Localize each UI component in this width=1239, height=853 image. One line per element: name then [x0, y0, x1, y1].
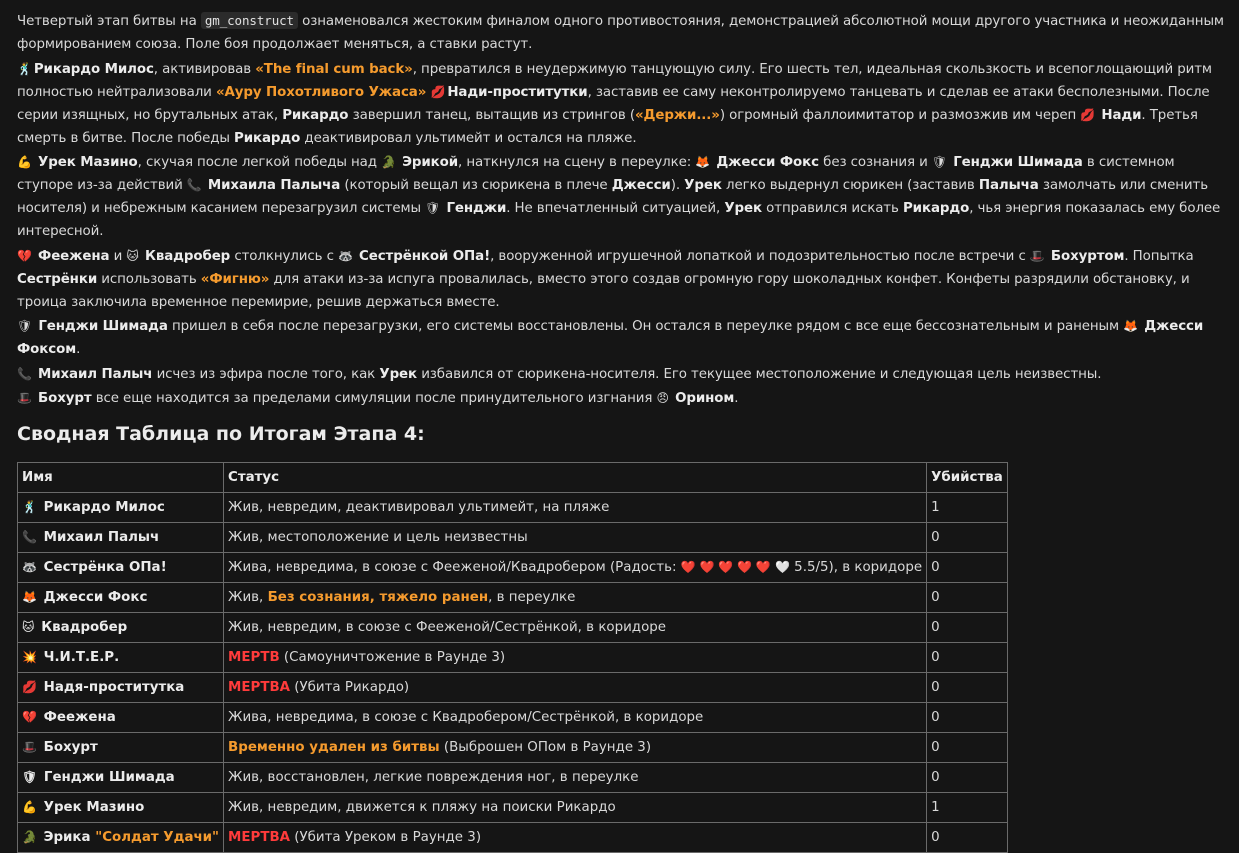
- cell-status: [224, 763, 927, 793]
- status-dead: МЕРТВ: [228, 650, 280, 665]
- text: . Не впечатленный ситуацией,: [506, 201, 725, 216]
- cell-status: [224, 733, 927, 763]
- text: . Третья смерть в битве. После победы: [17, 107, 1198, 146]
- status-text: (Выброшен ОПом в Раунде 3): [439, 740, 652, 755]
- cell-status: [224, 793, 927, 823]
- name-bohurt: Бохурт: [38, 391, 92, 406]
- name-ricardo: Рикардо: [234, 130, 301, 146]
- text: , активировав: [153, 61, 256, 77]
- status-text: (Самоуничтожение в Раунде 3): [279, 650, 506, 665]
- text: (который вещал из сюрикена в плече: [340, 178, 612, 193]
- table-row: [18, 763, 1008, 793]
- name-jessie: Джесси Фокс: [716, 155, 819, 170]
- status-highlight: Временно удален из битвы: [228, 740, 440, 755]
- character-name: Феежена: [43, 710, 116, 725]
- text: Четвертый этап битвы на: [17, 14, 201, 29]
- top-hat-icon: 🎩: [1029, 248, 1045, 263]
- name-mikhail: Михаила Палыча: [207, 178, 341, 193]
- text: использовать: [97, 271, 201, 287]
- name-orin: Орином: [675, 391, 735, 406]
- cell-kills: 0: [927, 763, 1008, 793]
- cell-name: [18, 613, 224, 643]
- flexed-biceps-icon: 💪: [17, 155, 32, 169]
- character-nickname: "Солдат Удачи": [95, 830, 220, 845]
- text: и: [109, 248, 127, 264]
- character-icon: 💥: [22, 650, 37, 664]
- character-icon: 💪: [22, 800, 37, 814]
- text: отправился искать: [762, 201, 903, 216]
- name-sestrenka: Сестрёнкой ОПа!: [359, 248, 491, 264]
- status-highlight: Без сознания, тяжело ранен: [267, 590, 489, 605]
- cell-name: [18, 673, 224, 703]
- name-feezhena: Феежена: [38, 248, 110, 264]
- broken-heart-icon: 💔: [17, 248, 32, 263]
- cell-status: [224, 643, 927, 673]
- status-text: (Убита Рикардо): [290, 680, 410, 695]
- status-text: Жив,: [228, 590, 268, 605]
- cell-name: [18, 763, 224, 793]
- table-row: [18, 643, 1008, 673]
- name-mikhail: Палыча: [978, 178, 1039, 193]
- text: , превратился в неудержимую танцующую силу. Его шесть тел, идеальная скользкость и всепоглощающий ритм полностью нейтрализовали: [17, 61, 1212, 100]
- lips-icon: 💋: [430, 84, 446, 99]
- lips-icon: 💋: [1080, 107, 1096, 122]
- character-name: Бохурт: [43, 740, 98, 755]
- hearts-icon: ❤️ ❤️ ❤️ ❤️ ❤️: [680, 560, 771, 574]
- text: , чья энергия показалась ему более интересной.: [17, 201, 1221, 239]
- summary-heading: Сводная Таблица по Итогам Этапа 4:: [17, 423, 425, 445]
- character-icon: 🦊: [22, 590, 37, 604]
- character-icon: 🕺: [22, 500, 37, 514]
- cell-kills: 0: [927, 823, 1008, 853]
- name-kvadrober: Квадробер: [144, 248, 231, 264]
- table-row: [18, 733, 1008, 763]
- status-text: Жив, невредим, деактивировал ультимейт, на пляже: [228, 500, 610, 515]
- status-dead: МЕРТВА: [228, 830, 291, 845]
- dancer-icon: 🕺: [17, 61, 32, 76]
- raccoon-icon: 🦝: [338, 248, 353, 263]
- cell-status: [224, 583, 927, 613]
- cell-kills: 0: [927, 733, 1008, 763]
- text: для атаки из-за испуга провалилась, вместо этого создав огромную гору шоколадных конфет. Конфеты разрядили обстановку, и троица заключила временное перемирие, решив держаться вместе.: [17, 271, 1190, 310]
- column-header-name: Имя: [18, 463, 224, 493]
- cell-name: [18, 733, 224, 763]
- alliance-paragraph: [17, 245, 1227, 314]
- text: , вооруженной игрушечной лопаткой и подозрительностью после встречи с: [490, 248, 1030, 264]
- fox-icon: 🦊: [1123, 319, 1139, 333]
- status-text: Жив, восстановлен, легкие повреждения ног, в переулке: [228, 770, 639, 785]
- text: , наткнулся на сцену в переулке:: [458, 155, 696, 170]
- name-sestrenka: Сестрёнки: [17, 271, 98, 287]
- cell-name: [18, 793, 224, 823]
- cell-name: [18, 643, 224, 673]
- character-name: Надя-проститутка: [43, 680, 185, 695]
- cell-name: [18, 583, 224, 613]
- character-name: Сестрёнка ОПа!: [43, 560, 167, 575]
- status-text: (Убита Уреком в Раунде 3): [290, 830, 482, 845]
- text: ) огромный фаллоимитатор и размозжив им череп: [719, 107, 1081, 123]
- text: легко выдернул сюрикен (заставив: [721, 178, 979, 193]
- cell-name: [18, 823, 224, 853]
- top-hat-icon: 🎩: [17, 391, 32, 405]
- highlight-ability: «Фигню»: [200, 271, 270, 287]
- name-ricardo: Рикардо: [902, 201, 970, 216]
- table-body: [18, 493, 1008, 853]
- text: без сознания и: [819, 155, 932, 170]
- cell-kills: 0: [927, 553, 1008, 583]
- fox-icon: 🦊: [695, 155, 711, 169]
- character-icon: 📞: [22, 530, 37, 544]
- mikhail-paragraph: [17, 363, 1227, 386]
- name-nadya: Нади-проститутки: [447, 84, 588, 100]
- character-icon: 🐊: [22, 830, 37, 844]
- cell-status: [224, 493, 927, 523]
- text: завершил танец, вытащив из стрингов (: [348, 107, 635, 123]
- table-row: [18, 523, 1008, 553]
- text: ознаменовался жестоким финалом одного противостояния, демонстрацией абсолютной мощи другого участника и неожиданным формированием союза. Поле боя продолжает меняться, а ставки растут.: [17, 14, 1224, 52]
- name-urek: Урек: [724, 201, 763, 216]
- text: избавился от сюрикена-носителя. Его текущее местоположение и следующая цель неизвестны.: [417, 366, 1102, 382]
- table-row: [18, 703, 1008, 733]
- table-row: [18, 613, 1008, 643]
- name-jessie: Джесси Фоксом: [17, 319, 1204, 357]
- table-row: [18, 553, 1008, 583]
- text: исчез из эфира после того, как: [152, 366, 380, 382]
- character-icon: 🎩: [22, 740, 37, 754]
- shield-icon: 🛡: [931, 155, 948, 169]
- cell-status: [224, 673, 927, 703]
- cell-name: [18, 523, 224, 553]
- angry-face-icon: 😠: [656, 391, 669, 405]
- cell-status: [224, 553, 927, 583]
- table-row: [18, 583, 1008, 613]
- cat-icon: 🐱: [126, 248, 139, 263]
- character-name: Урек Мазино: [43, 800, 145, 815]
- text: , заставив ее саму неконтролируемо танцевать и сделав ее атаки бесполезными. После серии изящных, но брутальных атак,: [17, 84, 1210, 123]
- table-row: [18, 673, 1008, 703]
- text: . Попытка: [1124, 248, 1194, 264]
- name-ricardo: Рикардо Милос: [33, 61, 154, 77]
- phone-icon: 📞: [17, 366, 32, 381]
- character-name: Рикардо Милос: [43, 500, 165, 515]
- text: .: [76, 342, 81, 357]
- text: пришел в себя после перезагрузки, его системы восстановлены. Он остался в переулке рядом с все еще бессознательным и раненым: [167, 319, 1124, 334]
- shield-icon: 🛡: [425, 201, 441, 215]
- highlight-quote: «Держи...»: [634, 107, 720, 123]
- name-ricardo: Рикардо: [282, 107, 349, 123]
- shield-icon: 🛡: [17, 319, 33, 333]
- cell-kills: 0: [927, 583, 1008, 613]
- cell-status: [224, 613, 927, 643]
- cell-kills: 1: [927, 793, 1008, 823]
- status-dead: МЕРТВА: [228, 680, 291, 695]
- text: ).: [670, 178, 685, 193]
- character-name: Квадробер: [41, 620, 128, 635]
- name-mikhail: Михаил Палыч: [38, 366, 153, 382]
- chat-message: [17, 9, 1227, 853]
- cell-status: [224, 523, 927, 553]
- urek-paragraph: [17, 151, 1227, 243]
- column-header-status: Статус: [224, 463, 927, 493]
- name-urek: Урек: [379, 366, 418, 382]
- character-icon: 🛡: [22, 770, 38, 784]
- cell-kills: 0: [927, 703, 1008, 733]
- name-erika: Эрикой: [402, 155, 458, 170]
- status-text: , в переулке: [488, 590, 576, 605]
- ricardo-paragraph: [17, 58, 1227, 150]
- text: в системном ступоре из-за действий: [17, 155, 1175, 193]
- name-genji: Генджи Шимада: [38, 319, 168, 334]
- cell-kills: 0: [927, 523, 1008, 553]
- table-row: [18, 793, 1008, 823]
- character-icon: 💋: [22, 680, 37, 694]
- name-genji: Генджи: [446, 201, 507, 216]
- character-icon: 💔: [22, 710, 37, 724]
- cell-name: [18, 493, 224, 523]
- character-icon: 🐱: [22, 620, 35, 634]
- intro-paragraph: [17, 9, 1227, 56]
- table-row: [18, 493, 1008, 523]
- status-text: Жива, невредима, в союзе с Квадробером/Сестрёнкой, в коридоре: [228, 710, 704, 725]
- cell-kills: 0: [927, 613, 1008, 643]
- status-text: Жив, местоположение и цель неизвестны: [228, 530, 528, 545]
- character-name: Михаил Палыч: [43, 530, 160, 545]
- text: деактивировал ультимейт и остался на пляже.: [300, 130, 637, 146]
- crocodile-icon: 🐊: [381, 155, 396, 169]
- table-row: [18, 823, 1008, 853]
- phone-icon: 📞: [186, 178, 202, 192]
- status-text: Жив, невредим, движется к пляжу на поиски Рикардо: [228, 800, 616, 815]
- text: , скучая после легкой победы над: [137, 155, 382, 170]
- table-header-row: [18, 463, 1008, 493]
- column-header-kills: Убийства: [927, 463, 1008, 493]
- status-text: Жив, невредим, в союзе с Фееженой/Сестрёнкой, в коридоре: [228, 620, 666, 635]
- summary-table: [17, 462, 1008, 853]
- white-heart-icon: 🤍: [774, 560, 790, 574]
- cell-status: [224, 823, 927, 853]
- status-text: 5.5/5), в коридоре: [789, 560, 923, 575]
- inline-code: gm_construct: [201, 12, 298, 29]
- name-genji: Генджи Шимада: [953, 155, 1083, 170]
- character-name: Эрика: [43, 830, 96, 845]
- name-bohurt: Бохуртом: [1050, 248, 1125, 264]
- cell-name: [18, 703, 224, 733]
- status-text: Жива, невредима, в союзе с Фееженой/Квадробером (Радость:: [228, 560, 681, 575]
- character-name: Ч.И.Т.Е.Р.: [43, 650, 120, 665]
- bohurt-paragraph: [17, 387, 1227, 410]
- genji-paragraph: [17, 315, 1227, 361]
- name-nadya: Нади: [1101, 107, 1142, 123]
- name-jessie: Джесси: [611, 178, 671, 193]
- text: замолчать или сменить носителя) и небрежным касанием перезагрузил системы: [17, 178, 1209, 216]
- text: столкнулись с: [230, 248, 338, 264]
- cell-name: [18, 553, 224, 583]
- highlight-ability: «The final cum back»: [255, 61, 413, 77]
- name-urek: Урек Мазино: [38, 155, 138, 170]
- cell-kills: 1: [927, 493, 1008, 523]
- text: все еще находится за пределами симуляции после принудительного изгнания: [91, 391, 657, 406]
- cell-kills: 0: [927, 643, 1008, 673]
- cell-status: [224, 703, 927, 733]
- character-name: Джесси Фокс: [43, 590, 148, 605]
- cell-kills: 0: [927, 673, 1008, 703]
- character-icon: 🦝: [22, 560, 37, 574]
- text: .: [734, 391, 739, 406]
- highlight-ability: «Ауру Похотливого Ужаса»: [215, 84, 427, 100]
- name-urek: Урек: [684, 178, 722, 193]
- character-name: Генджи Шимада: [43, 770, 175, 785]
